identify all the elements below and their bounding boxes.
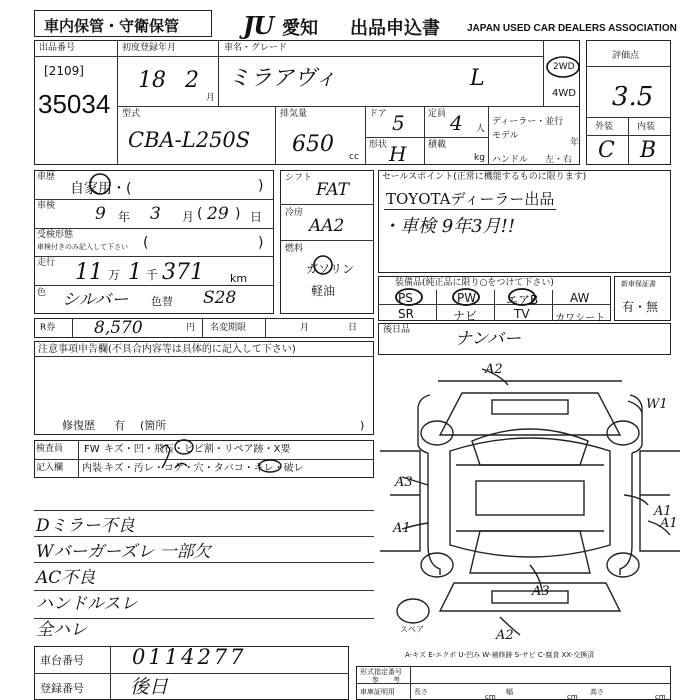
chassis-label: 車台番号	[40, 654, 84, 667]
damage-mark-right-front: A1	[654, 504, 672, 519]
drive-4wd: 4WD	[552, 88, 576, 99]
equipment-top-airbag: エアB	[506, 293, 539, 307]
equipment-top-aw: AW	[570, 291, 590, 305]
first-reg-label: 初度登録年月	[122, 43, 177, 53]
handwritten-note-4: ハンドルスレ	[36, 594, 138, 614]
rating-interior: B	[640, 138, 657, 163]
capacity-unit: 人	[476, 124, 486, 134]
spare-label: スペア	[400, 625, 424, 634]
spec-sub: 参 考	[372, 676, 400, 684]
damage-mark-rear-bumper: A2	[496, 628, 514, 643]
inspection-month: 3	[150, 204, 161, 224]
inspection-form-open: (	[143, 235, 149, 251]
car-label: 車名・グレード	[224, 43, 288, 53]
damage-mark-left-rear: A1	[393, 521, 411, 536]
inspector-row2-head: 内装	[82, 463, 102, 474]
dealer-label: ディーラー・並行	[492, 117, 564, 127]
equipment-tv: TV	[514, 307, 530, 321]
first-reg-month: 2	[185, 68, 199, 93]
diagram-legend: A-キズ E-エクボ U-凹み W-補修跡 S-サビ C-腐食 XX-交換済	[405, 651, 595, 659]
car-damage-diagram	[380, 355, 680, 645]
warranty-options: 有・無	[622, 300, 659, 314]
inspection-year-unit: 年	[118, 210, 131, 224]
handwritten-note-1: Dミラー不良	[36, 516, 135, 536]
selling-points-note: ・車検 9年3月!!	[382, 216, 516, 237]
chassis-value: 0114277	[132, 645, 247, 669]
dealer-handle-options: 左・右	[545, 155, 573, 165]
ac-value: AA2	[309, 216, 345, 236]
equipment-circles	[388, 286, 588, 306]
inspection-form-label: 受検形態	[37, 230, 74, 240]
damage-mark-front-right: W1	[646, 397, 668, 412]
inspection-label: 車検	[37, 201, 56, 211]
shift-value: FAT	[316, 180, 350, 200]
inspector-label-1: 検査員	[36, 444, 64, 454]
after-parts-label: 後日品	[383, 325, 411, 335]
load-unit: kg	[474, 153, 485, 163]
rating-label: 評価点	[612, 51, 640, 61]
inspector-label-2: 記入欄	[36, 463, 64, 473]
ju-logo: JU	[243, 11, 274, 40]
form-title: 出品申込書	[350, 18, 440, 39]
spec-width: 幅	[506, 688, 513, 696]
inspection-month-unit: 月	[182, 210, 195, 224]
spec-cm-3: cm	[655, 693, 666, 700]
shift-label: シフト	[285, 173, 313, 183]
displacement-value: 650	[292, 132, 334, 157]
registration-value: 後日	[130, 676, 169, 698]
fuel-circle	[311, 253, 335, 277]
spec-cm-2: cm	[567, 693, 578, 700]
first-reg-year: 18	[138, 68, 166, 93]
damage-mark-front: A2	[485, 362, 503, 377]
car-name: ミラアヴィ	[228, 66, 337, 91]
capacity-value: 4	[450, 111, 463, 135]
drive-circle	[545, 53, 581, 77]
recycle-box	[34, 318, 374, 338]
rating-interior-label: 内装	[637, 122, 656, 132]
door-label: ドア	[369, 109, 387, 119]
displacement-unit: cc	[349, 152, 359, 162]
mileage-sen: 1	[128, 260, 142, 285]
fuel-diesel: 軽油	[311, 284, 336, 298]
mileage-sen-unit: 千	[146, 268, 159, 282]
damage-mark-right-rear: A1	[660, 516, 678, 531]
name-change-label: 名変期限	[210, 323, 247, 333]
history-label: 車歴	[37, 172, 56, 182]
mileage-unit: km	[230, 272, 248, 285]
after-parts-box	[378, 323, 671, 355]
storage-label: 車内保管・守衛保管	[44, 17, 180, 35]
association-name: JAPAN USED CAR DEALERS ASSOCIATION	[467, 23, 677, 34]
mileage-label: 走行	[37, 258, 56, 268]
color-value: シルバー	[62, 290, 129, 310]
inspector-row2: キズ・汚レ・コゲ・穴・タバコ・キレ・破レ	[104, 463, 304, 474]
handwritten-note-3: AC不良	[36, 568, 96, 588]
registration-label: 登録番号	[40, 682, 84, 695]
lot-number: 35034	[38, 89, 111, 119]
equipment-leather: カワシート	[555, 313, 605, 324]
model-value: CBA-L250S	[128, 128, 251, 152]
lot-label: 出品番号	[39, 43, 76, 53]
fuel-label: 燃料	[285, 244, 304, 254]
inspection-form-close: )	[258, 235, 264, 251]
capacity-label: 定員	[428, 109, 447, 119]
recycle-value: 8,570	[94, 318, 143, 338]
selling-points-label: セールスポイント(正常に機能するものに限ります)	[382, 172, 587, 182]
repair-close: )	[360, 419, 365, 432]
inspection-year: 9	[95, 204, 106, 224]
name-change-day-unit: 日	[348, 323, 358, 333]
name-change-month-unit: 月	[300, 323, 310, 333]
inspection-open: (	[197, 206, 203, 222]
handwritten-note-2: Wバーガーズレ 一部欠	[36, 542, 211, 562]
mileage-man: 11	[75, 260, 103, 285]
inspector-row1-head: FW	[84, 444, 100, 455]
mileage-rest: 371	[162, 260, 204, 285]
door-value: 5	[392, 111, 405, 135]
dealer-model-label: モデル	[492, 131, 519, 141]
rating-exterior-label: 外装	[595, 122, 614, 132]
model-label: 型式	[122, 109, 141, 119]
inspector-marks	[80, 438, 380, 478]
color-code-label: 色替	[151, 295, 173, 308]
history-close: )	[258, 178, 264, 194]
lot-sub: [2109]	[44, 64, 84, 78]
mileage-man-unit: 万	[108, 268, 121, 282]
damage-mark-rear: A3	[532, 584, 550, 599]
repair-value: 有	[114, 419, 125, 432]
load-label: 積載	[428, 140, 447, 150]
region-name: 愛知	[282, 18, 318, 39]
spec-cm-1: cm	[485, 693, 496, 700]
spec-label: 形式指定番号	[360, 668, 402, 676]
first-reg-month-unit: 月	[206, 93, 216, 103]
shape-value: H	[389, 142, 407, 166]
inspection-close: )	[235, 206, 241, 222]
equipment-top-ps: PS	[398, 291, 413, 305]
recycle-unit: 円	[186, 323, 196, 333]
after-parts-value: ナンバー	[455, 329, 521, 349]
inspection-day: 29	[207, 204, 229, 224]
displacement-label: 排気量	[280, 109, 308, 119]
spec-cert-label: 車庫証明用	[360, 688, 395, 696]
spec-length: 長さ	[414, 688, 428, 696]
history-value: 自家用・(	[70, 181, 132, 197]
spec-height: 高さ	[590, 688, 604, 696]
car-grade: L	[470, 66, 485, 91]
rating-exterior: C	[598, 138, 615, 163]
equipment-navi: ナビ	[453, 309, 478, 323]
recycle-label: R券	[40, 323, 56, 333]
dealer-model-unit: 年	[570, 138, 580, 148]
drive-2wd: 2WD	[553, 62, 575, 72]
rating-score: 3.5	[612, 82, 654, 112]
equipment-sr: SR	[398, 307, 414, 321]
shape-label: 形状	[369, 140, 388, 150]
fuel-gas: ガソリン	[306, 262, 355, 276]
color-code: S28	[203, 288, 237, 308]
selling-points-stamp: TOYOTAディーラー出品	[386, 190, 555, 208]
history-circle	[87, 170, 113, 196]
equipment-label: 装備品(純正品に限り○をつけて下さい)	[395, 278, 554, 288]
ac-label: 冷房	[285, 208, 304, 218]
equipment-top-pw: PW	[457, 291, 477, 305]
repair-label: 修復歴	[62, 419, 95, 432]
notes-label: 注意事項申告欄(不具合内容等は具体的に記入して下さい)	[38, 344, 296, 355]
damage-mark-left-front: A3	[395, 475, 413, 490]
dealer-handle-label: ハンドル	[492, 155, 529, 165]
inspection-day-unit: 日	[250, 210, 263, 224]
inspection-form-note: 車検付きのみ記入して下さい	[37, 243, 128, 251]
repair-place: (箇所	[140, 419, 167, 432]
inspector-row1: キズ・凹・飛石・ヒビ割・リペア跡・X要	[104, 444, 291, 455]
handwritten-note-5: 全ハレ	[36, 620, 87, 640]
color-label: 色	[37, 288, 47, 298]
warranty-label: 新車保証書	[621, 280, 656, 288]
